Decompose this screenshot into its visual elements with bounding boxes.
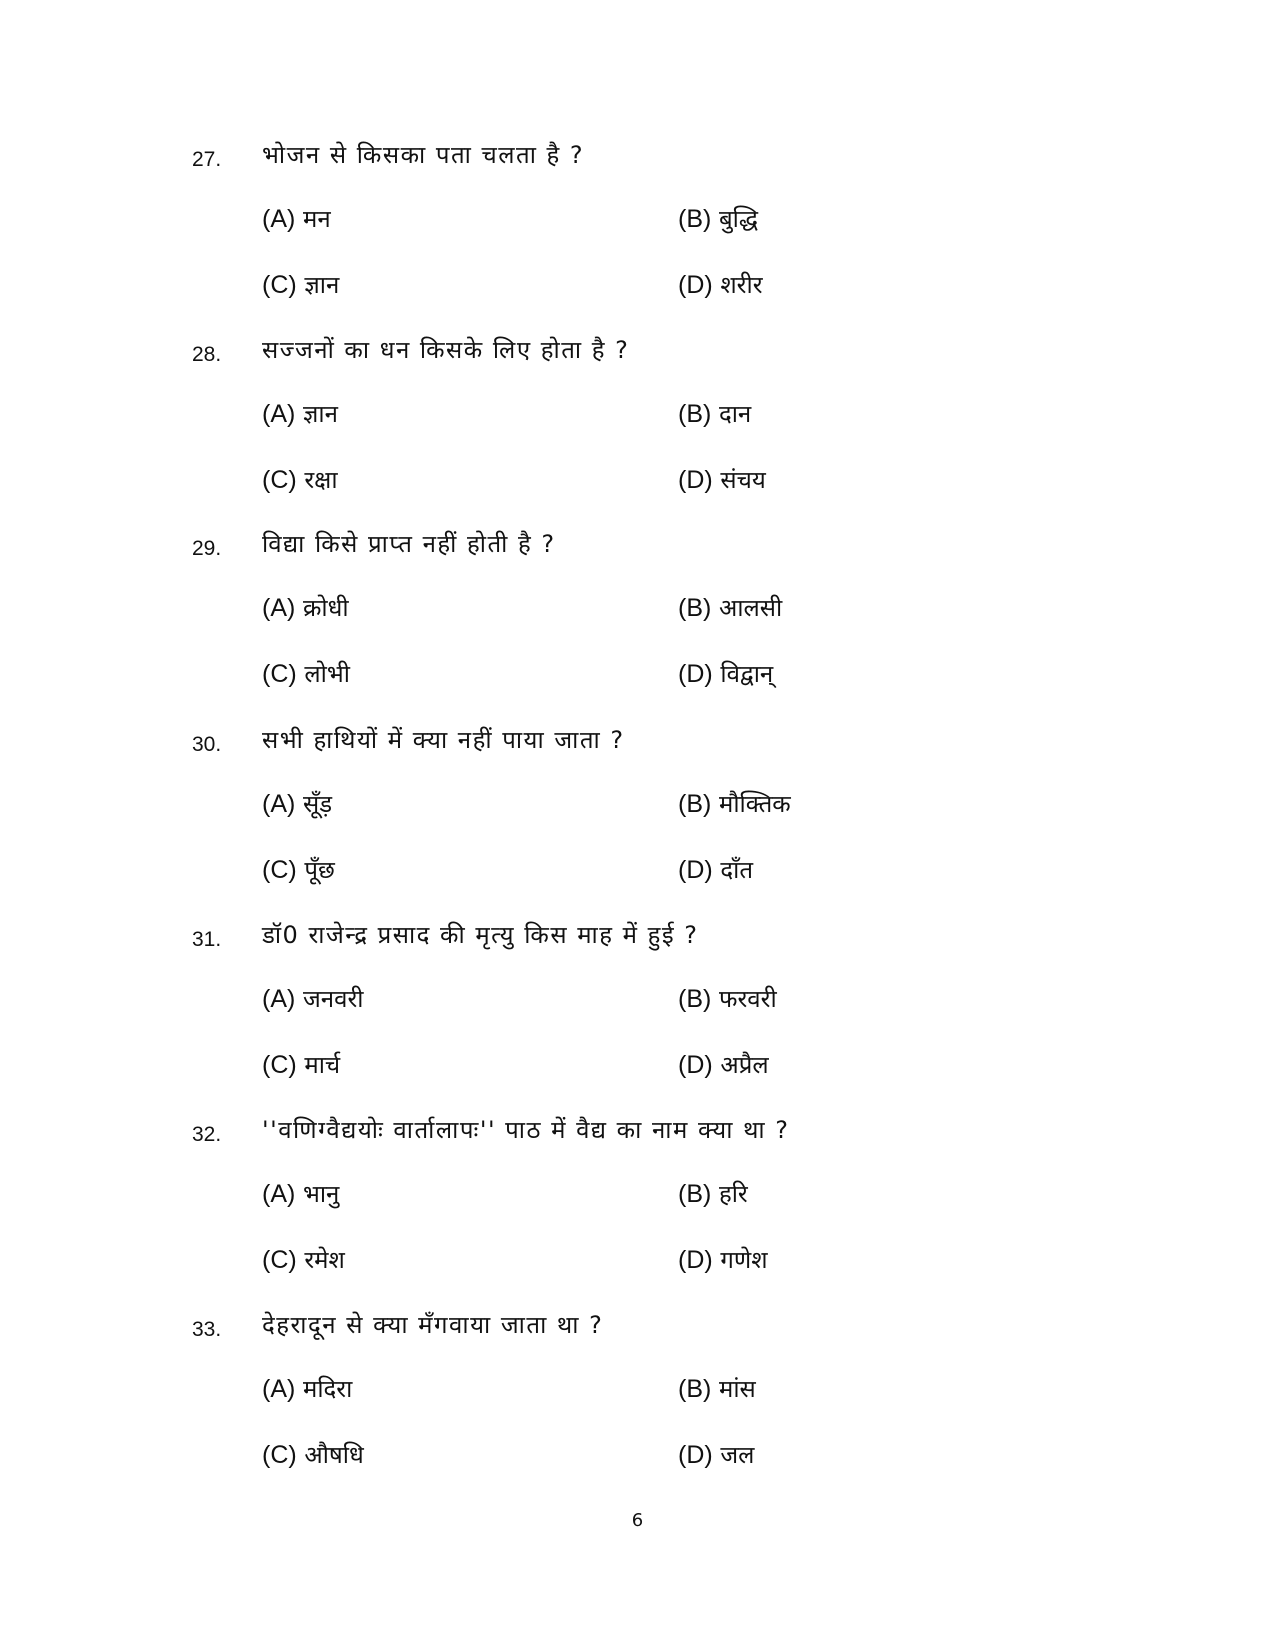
option-key: (A) <box>262 594 296 622</box>
question-number: 31. <box>192 928 222 951</box>
option-text: मन <box>302 205 331 233</box>
option-a <box>262 202 331 235</box>
option-c <box>262 1243 345 1276</box>
option-c <box>262 1048 340 1081</box>
question-text: सज्जनों का धन किसके लिए होता है ? <box>262 336 630 364</box>
option-key: (C) <box>262 1441 297 1469</box>
question-29 <box>0 527 1275 717</box>
option-text: संचय <box>720 466 766 494</box>
option-key: (D) <box>678 1441 713 1469</box>
option-key: (D) <box>678 1246 713 1274</box>
option-text: जल <box>720 1441 755 1469</box>
question-text: ''वणिग्वैद्ययोः वार्तालापः'' पाठ में वैद्य का नाम क्या था ? <box>262 1116 790 1144</box>
question-30 <box>0 723 1275 913</box>
option-c <box>262 1438 364 1471</box>
option-c <box>262 853 335 886</box>
option-d <box>678 853 753 886</box>
option-key: (D) <box>678 466 713 494</box>
option-a <box>262 1372 352 1405</box>
option-text: रक्षा <box>304 466 338 494</box>
option-text: मदिरा <box>302 1375 353 1403</box>
option-text: मार्च <box>304 1051 341 1079</box>
option-text: शरीर <box>720 271 763 299</box>
option-key: (D) <box>678 660 713 688</box>
option-text: फरवरी <box>718 985 777 1013</box>
option-text: रमेश <box>304 1246 345 1274</box>
option-d <box>678 463 766 496</box>
option-text: दाँत <box>720 856 753 884</box>
option-b <box>678 1372 756 1405</box>
option-key: (B) <box>678 985 712 1013</box>
option-key: (B) <box>678 400 712 428</box>
option-text: मौक्तिक <box>718 790 791 818</box>
option-c <box>262 268 339 301</box>
option-b <box>678 982 777 1015</box>
question-32 <box>0 1113 1275 1303</box>
question-27 <box>0 138 1275 328</box>
question-33 <box>0 1308 1275 1498</box>
option-text: लोभी <box>304 660 350 688</box>
question-31 <box>0 918 1275 1108</box>
option-key: (C) <box>262 466 297 494</box>
option-b <box>678 202 758 235</box>
option-key: (D) <box>678 856 713 884</box>
option-key: (D) <box>678 1051 713 1079</box>
option-text: सूँड़ <box>302 790 333 818</box>
option-a <box>262 1177 339 1210</box>
option-key: (A) <box>262 790 296 818</box>
question-28 <box>0 333 1275 523</box>
question-number: 32. <box>192 1123 222 1146</box>
option-text: गणेश <box>720 1246 768 1274</box>
option-text: जनवरी <box>302 985 364 1013</box>
option-key: (B) <box>678 205 712 233</box>
option-text: बुद्धि <box>718 205 759 233</box>
option-key: (B) <box>678 790 712 818</box>
option-b <box>678 1177 748 1210</box>
option-d <box>678 1243 768 1276</box>
question-text: देहरादून से क्या मँगवाया जाता था ? <box>262 1311 604 1339</box>
option-d <box>678 1048 769 1081</box>
option-text: आलसी <box>718 594 783 622</box>
option-b <box>678 591 782 624</box>
page-number: 6 <box>631 1510 644 1531</box>
option-key: (C) <box>262 1246 297 1274</box>
option-a <box>262 591 349 624</box>
question-text: डॉ0 राजेन्द्र प्रसाद की मृत्यु किस माह में हुई ? <box>262 921 699 949</box>
option-text: ज्ञान <box>302 400 338 428</box>
option-text: औषधि <box>304 1441 364 1469</box>
option-b <box>678 397 751 430</box>
option-text: दान <box>718 400 752 428</box>
option-key: (A) <box>262 1180 296 1208</box>
option-a <box>262 982 363 1015</box>
option-text: विद्वान् <box>720 660 774 688</box>
option-c <box>262 657 350 690</box>
option-text: हरि <box>718 1180 748 1208</box>
option-key: (A) <box>262 205 296 233</box>
option-key: (C) <box>262 660 297 688</box>
option-a <box>262 397 338 430</box>
question-number: 27. <box>192 148 222 171</box>
question-text: विद्या किसे प्राप्त नहीं होती है ? <box>262 530 556 558</box>
option-key: (D) <box>678 271 713 299</box>
option-text: क्रोधी <box>302 594 349 622</box>
option-key: (B) <box>678 1375 712 1403</box>
option-text: ज्ञान <box>304 271 340 299</box>
question-number: 29. <box>192 537 222 560</box>
option-key: (A) <box>262 985 296 1013</box>
question-number: 33. <box>192 1318 222 1341</box>
option-key: (B) <box>678 594 712 622</box>
option-key: (A) <box>262 400 296 428</box>
option-c <box>262 463 338 496</box>
option-key: (B) <box>678 1180 712 1208</box>
option-text: भानु <box>302 1180 340 1208</box>
option-text: पूँछ <box>304 856 335 884</box>
option-d <box>678 268 763 301</box>
option-key: (C) <box>262 271 297 299</box>
question-number: 28. <box>192 343 222 366</box>
question-text: भोजन से किसका पता चलता है ? <box>262 141 585 169</box>
option-d <box>678 1438 754 1471</box>
question-text: सभी हाथियों में क्या नहीं पाया जाता ? <box>262 726 625 754</box>
option-key: (A) <box>262 1375 296 1403</box>
option-d <box>678 657 773 690</box>
option-text: मांस <box>718 1375 756 1403</box>
option-b <box>678 787 791 820</box>
question-number: 30. <box>192 733 222 756</box>
option-key: (C) <box>262 1051 297 1079</box>
option-text: अप्रैल <box>720 1051 769 1079</box>
option-a <box>262 787 332 820</box>
option-key: (C) <box>262 856 297 884</box>
